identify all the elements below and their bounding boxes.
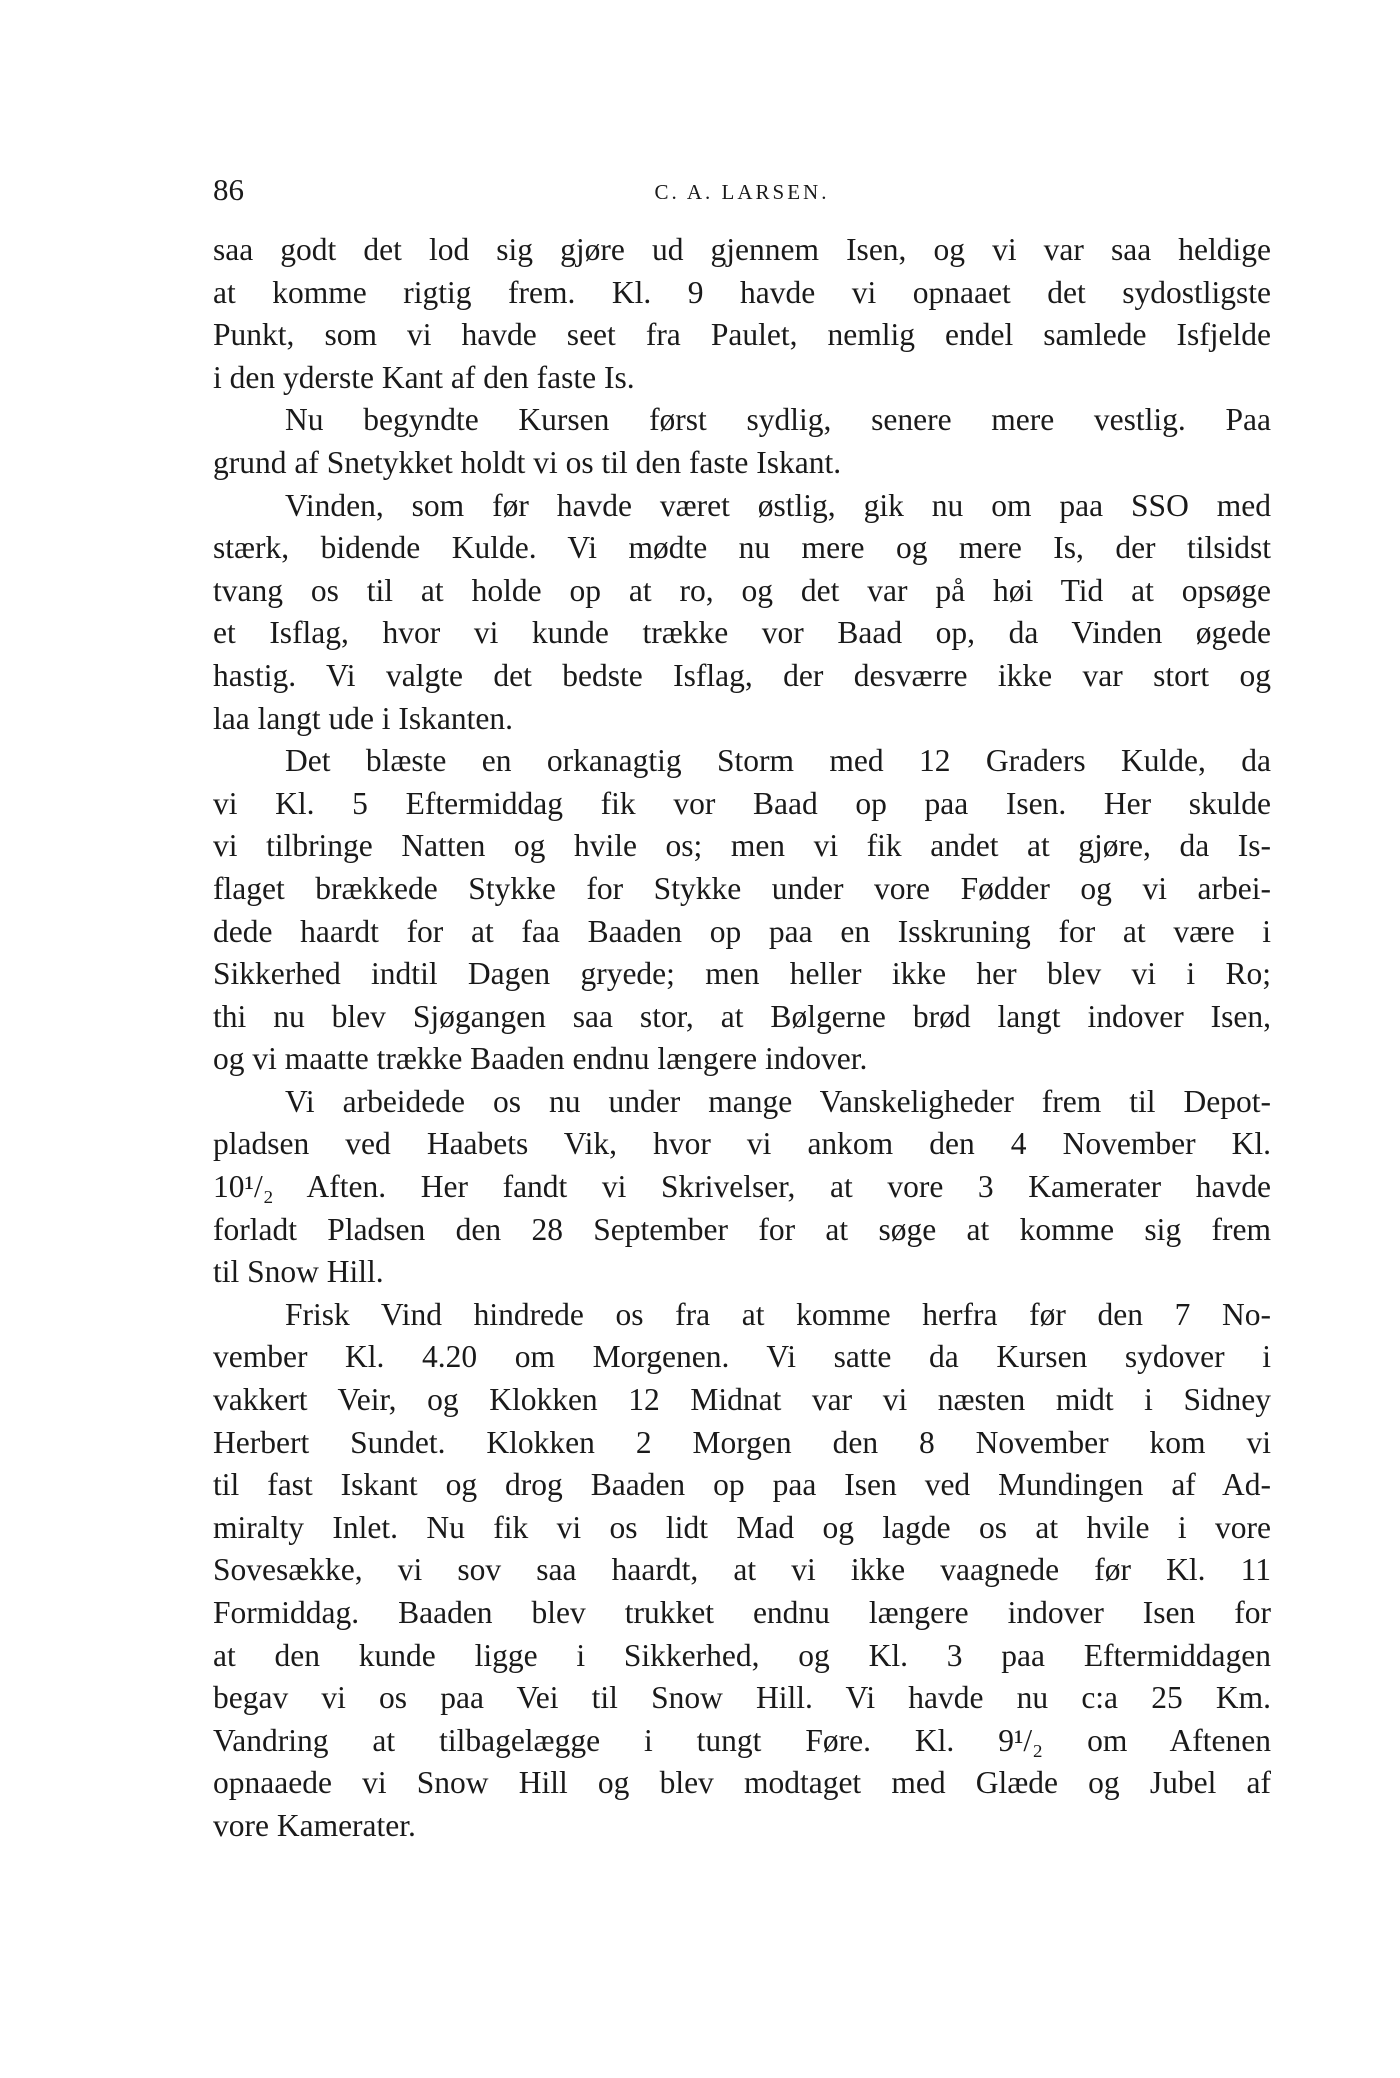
paragraph: [213, 399, 1271, 484]
page-number: 86: [213, 172, 244, 207]
text-line: saa godt det lod sig gjøre ud gjennem Isen, og vi var saa heldige: [213, 232, 1271, 267]
text-line: opnaaede vi Snow Hill og blev modtaget med Glæde og Jubel af: [213, 1765, 1271, 1801]
text-line: vember Kl. 4.20 om Morgenen. Vi satte da Kursen sydover i: [213, 1339, 1271, 1375]
text-line: Sovesække, vi sov saa haardt, at vi ikke vaagnede før Kl. 11: [213, 1552, 1271, 1588]
text-line: Vinden, som før havde været østlig, gik nu om paa SSO med: [285, 487, 1271, 523]
running-head: [213, 170, 1271, 210]
text-line: flaget brækkede Stykke for Stykke under vore Fødder og vi arbei-: [213, 870, 1271, 906]
paragraph: [213, 740, 1271, 1081]
text-line: dede haardt for at faa Baaden op paa en Isskruning for at være i: [213, 913, 1271, 949]
text-line: vi Kl. 5 Eftermiddag fik vor Baad op paa Isen. Her skulde: [213, 785, 1271, 821]
text-line: at komme rigtig frem. Kl. 9 havde vi opnaaet det sydostligste: [213, 274, 1271, 310]
text-line: vore Kamerater.: [213, 1807, 416, 1843]
text-line: et Isflag, hvor vi kunde trække vor Baad op, da Vinden øgede: [213, 615, 1271, 651]
paragraph: [213, 1081, 1271, 1294]
text-line: stærk, bidende Kulde. Vi mødte nu mere og mere Is, der tilsidst: [213, 530, 1271, 566]
text-line: og vi maatte trække Baaden endnu længere indover.: [213, 1041, 868, 1077]
paragraph: [213, 229, 1271, 399]
paragraph: [213, 485, 1271, 741]
paragraph: [213, 1294, 1271, 1848]
text-line: Punkt, som vi havde seet fra Paulet, nemlig endel samlede Isfjelde: [213, 317, 1271, 353]
text-line: Herbert Sundet. Klokken 2 Morgen den 8 November kom vi: [213, 1424, 1271, 1460]
text-line: forladt Pladsen den 28 September for at søge at komme sig frem: [213, 1211, 1271, 1247]
text-line: Vi arbeidede os nu under mange Vanskeligheder frem til Depot-: [285, 1083, 1271, 1119]
text-line: i den yderste Kant af den faste Is.: [213, 359, 635, 395]
running-title: C. A. LARSEN.: [654, 180, 830, 204]
text-line: hastig. Vi valgte det bedste Isflag, der desværre ikke var stort og: [213, 657, 1271, 693]
text-line: 10¹/₂ Aften. Her fandt vi Skrivelser, at vore 3 Kamerater havde: [213, 1169, 1271, 1205]
text-line: til Snow Hill.: [213, 1254, 384, 1290]
text-line: grund af Snetykket holdt vi os til den faste Iskant.: [213, 444, 842, 480]
text-line: thi nu blev Sjøgangen saa stor, at Bølgerne brød langt indover Isen,: [213, 998, 1271, 1034]
text-line: Nu begyndte Kursen først sydlig, senere mere vestlig. Paa: [285, 402, 1271, 438]
text-line: vi tilbringe Natten og hvile os; men vi fik andet at gjøre, da Is-: [213, 828, 1271, 864]
text-line: Det blæste en orkanagtig Storm med 12 Graders Kulde, da: [285, 743, 1271, 779]
text-line: Vandring at tilbagelægge i tungt Føre. Kl. 9¹/₂ om Aftenen: [213, 1722, 1271, 1758]
text-line: tvang os til at holde op at ro, og det var på høi Tid at opsøge: [213, 572, 1271, 608]
text-line: vakkert Veir, og Klokken 12 Midnat var vi næsten midt i Sidney: [213, 1382, 1271, 1418]
text-line: begav vi os paa Vei til Snow Hill. Vi havde nu c:a 25 Km.: [213, 1680, 1271, 1716]
text-line: at den kunde ligge i Sikkerhed, og Kl. 3 paa Eftermiddagen: [213, 1637, 1271, 1673]
text-line: laa langt ude i Iskanten.: [213, 700, 514, 736]
text-line: Frisk Vind hindrede os fra at komme herfra før den 7 No-: [285, 1296, 1271, 1332]
text-line: Formiddag. Baaden blev trukket endnu længere indover Isen for: [213, 1595, 1271, 1630]
text-line: til fast Iskant og drog Baaden op paa Isen ved Mundingen af Ad-: [213, 1467, 1271, 1503]
text-line: pladsen ved Haabets Vik, hvor vi ankom den 4 November Kl.: [213, 1126, 1271, 1162]
text-line: Sikkerhed indtil Dagen gryede; men heller ikke her blev vi i Ro;: [213, 956, 1271, 992]
body-text: [213, 229, 1271, 1848]
text-line: miralty Inlet. Nu fik vi os lidt Mad og lagde os at hvile i vore: [213, 1509, 1271, 1545]
